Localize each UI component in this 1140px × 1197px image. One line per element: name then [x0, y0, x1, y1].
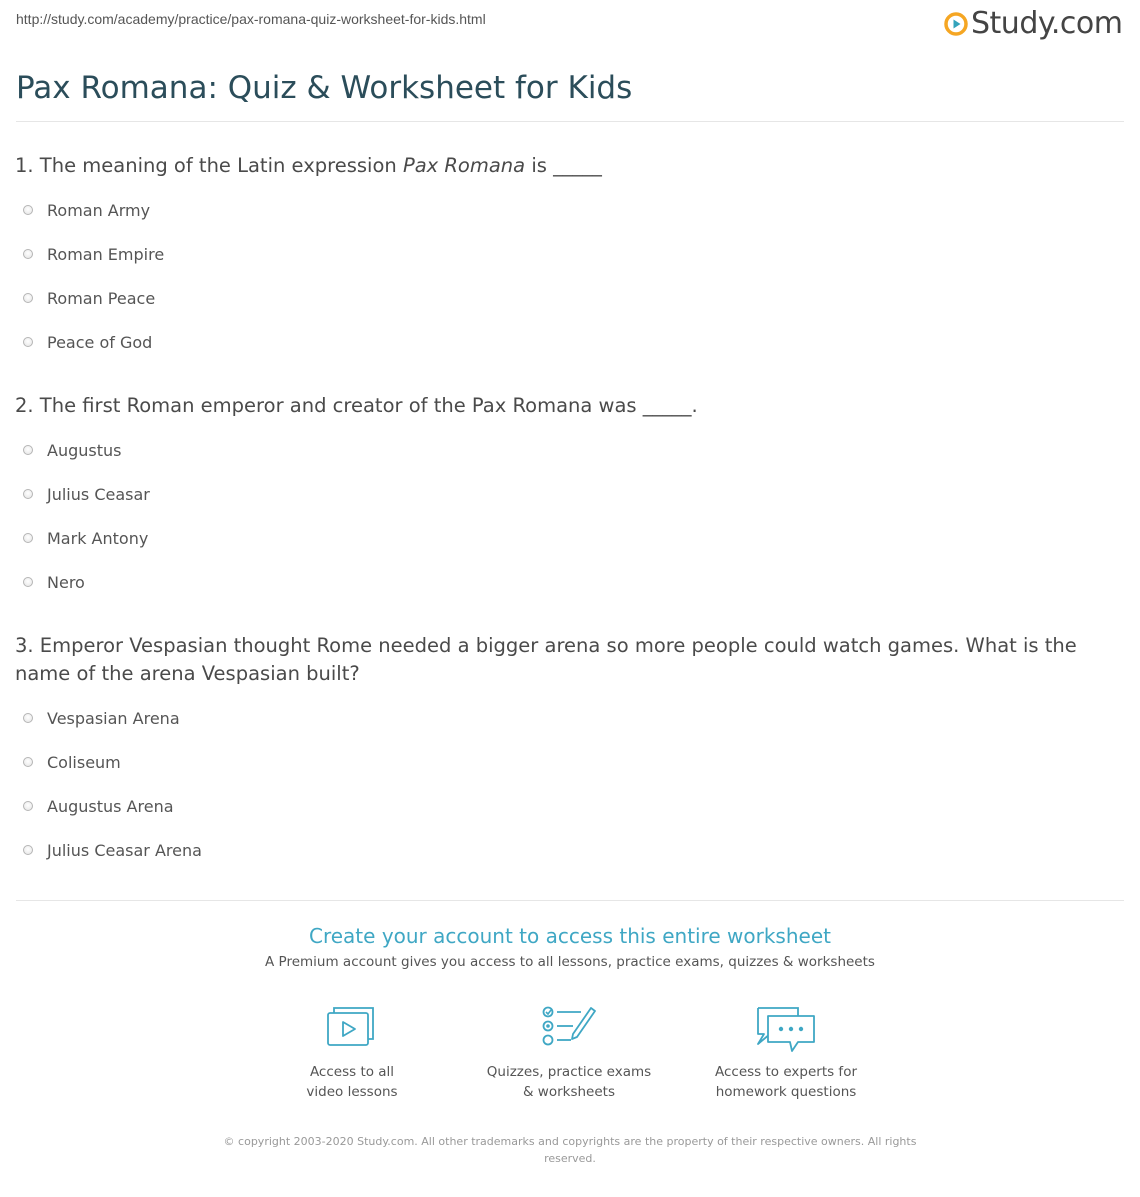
q2-option-4[interactable]: [23, 571, 85, 593]
chat-bubbles-icon: [754, 1004, 818, 1054]
feature-2-line-2: & worksheets: [522, 1084, 615, 1100]
q1-option-1[interactable]: [23, 199, 150, 221]
radio-button[interactable]: [23, 577, 33, 587]
option-label: Julius Ceasar: [47, 484, 150, 504]
question-1-suffix: is _____: [525, 154, 602, 177]
radio-button[interactable]: [23, 249, 33, 259]
question-1-prefix: 1. The meaning of the Latin expression: [15, 154, 403, 177]
feature-video-lessons: [252, 1004, 452, 1102]
option-label: Julius Ceasar Arena: [47, 840, 202, 860]
q1-option-2[interactable]: [23, 243, 164, 265]
page-url: http://study.com/academy/practice/pax-romana-quiz-worksheet-for-kids.html: [16, 11, 486, 27]
radio-button[interactable]: [23, 337, 33, 347]
option-label: Roman Army: [47, 200, 151, 220]
radio-button[interactable]: [23, 445, 33, 455]
quiz-checklist-icon: [541, 1004, 597, 1048]
radio-button[interactable]: [23, 533, 33, 543]
question-3: 3. Emperor Vespasian thought Rome needed a bigger arena so more people could watch games. What is the name of the arena Vespasian built?: [15, 634, 1077, 685]
option-label: Vespasian Arena: [47, 708, 180, 728]
feature-quizzes: [469, 1004, 669, 1102]
play-circle-icon: [944, 12, 968, 36]
option-label: Coliseum: [47, 752, 121, 772]
option-label: Augustus Arena: [47, 796, 174, 816]
radio-button[interactable]: [23, 205, 33, 215]
q3-option-4[interactable]: [23, 839, 202, 861]
feature-experts: [686, 1004, 886, 1102]
page-title: Pax Romana: Quiz & Worksheet for Kids: [16, 70, 633, 106]
study-logo[interactable]: [944, 8, 1122, 40]
q2-option-2[interactable]: [23, 483, 150, 505]
radio-button[interactable]: [23, 293, 33, 303]
copyright-notice: © copyright 2003-2020 Study.com. All other trademarks and copyrights are the property of their respective owners. All rights reserved.: [223, 1135, 917, 1165]
option-label: Peace of God: [47, 332, 153, 352]
feature-2-line-1: Quizzes, practice exams: [486, 1064, 652, 1080]
radio-button[interactable]: [23, 845, 33, 855]
q3-option-1[interactable]: [23, 707, 180, 729]
cta-divider: [16, 900, 1124, 901]
question-2: 2. The first Roman emperor and creator of the Pax Romana was _____.: [15, 394, 698, 417]
feature-3-line-2: homework questions: [715, 1084, 857, 1100]
question-1-italic-term: Pax Romana: [402, 154, 526, 177]
title-divider: [16, 121, 1124, 122]
radio-button[interactable]: [23, 757, 33, 767]
q2-option-3[interactable]: [23, 527, 148, 549]
video-lessons-icon: [326, 1004, 378, 1048]
cta-title-link[interactable]: Create your account to access this entire worksheet: [309, 924, 831, 948]
option-label: Roman Peace: [47, 288, 156, 308]
feature-1-line-1: Access to all: [309, 1064, 395, 1080]
cta-subtitle: A Premium account gives you access to all lessons, practice exams, quizzes & worksheets: [265, 954, 875, 970]
radio-button[interactable]: [23, 713, 33, 723]
q3-option-3[interactable]: [23, 795, 174, 817]
logo-text: Study.com: [971, 6, 1123, 41]
question-1: [15, 152, 1130, 180]
option-label: Mark Antony: [47, 528, 149, 548]
q1-option-4[interactable]: [23, 331, 152, 353]
radio-button[interactable]: [23, 801, 33, 811]
option-label: Augustus: [47, 440, 122, 460]
q3-option-2[interactable]: [23, 751, 121, 773]
radio-button[interactable]: [23, 489, 33, 499]
option-label: Roman Empire: [47, 244, 165, 264]
q2-option-1[interactable]: [23, 439, 121, 461]
feature-1-line-2: video lessons: [306, 1084, 398, 1100]
feature-3-line-1: Access to experts for: [714, 1064, 857, 1080]
option-label: Nero: [47, 572, 85, 592]
q1-option-3[interactable]: [23, 287, 155, 309]
